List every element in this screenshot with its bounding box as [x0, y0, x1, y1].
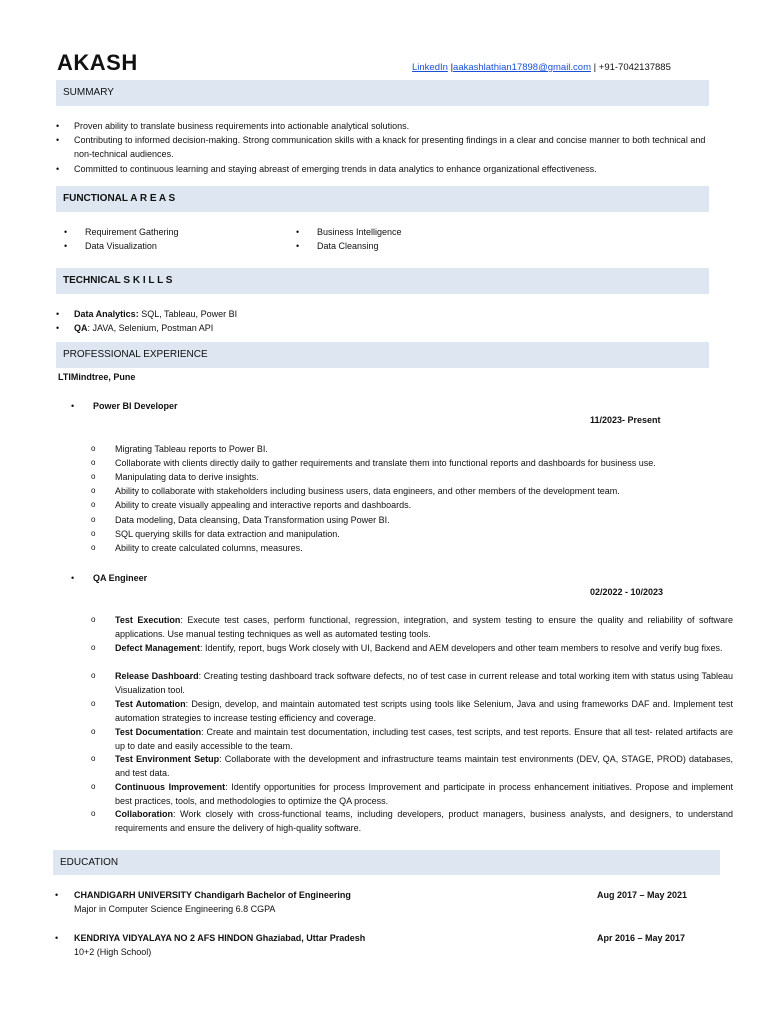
- bullet: •: [55, 933, 59, 943]
- responsibility-item: [115, 669, 733, 697]
- school-detail: Major in Computer Science Engineering 6.8 CGPA: [74, 904, 276, 914]
- role-title: Power BI Developer: [93, 401, 178, 411]
- phone-number: +91-7042137885: [598, 62, 671, 73]
- education-heading: EDUCATION: [53, 850, 720, 875]
- responsibility-item: Ability to create visually appealing and interactive reports and dashboards.: [115, 500, 412, 510]
- responsibility-label: Test Documentation: [115, 727, 202, 737]
- responsibility-text: : Work closely with cross-functional teams, including developers, product managers, business analysts, and designers, to understand requirements and ensure the delivery of high-quality software.: [115, 809, 733, 833]
- skill-label: QA: [74, 323, 88, 333]
- circle-bullet: o: [91, 529, 96, 538]
- responsibility-text: : Identify, report, bugs Work closely with UI, Backend and AEM developers and other team members to resolve and verify bug fixes.: [200, 643, 723, 653]
- bullet: •: [56, 323, 60, 333]
- functional-item: Data Visualization: [85, 241, 157, 251]
- school-detail: 10+2 (High School): [74, 947, 152, 957]
- responsibility-item: [115, 807, 733, 835]
- responsibility-item: SQL querying skills for data extraction and manipulation.: [115, 529, 340, 539]
- bullet: •: [64, 227, 68, 237]
- email-link[interactable]: aakashlathian17898@gmail.com: [453, 62, 592, 73]
- bullet: •: [296, 241, 300, 251]
- bullet: •: [56, 309, 60, 319]
- circle-bullet: o: [91, 809, 96, 818]
- bullet: •: [64, 241, 68, 251]
- company-name: LTIMindtree, Pune: [58, 372, 136, 382]
- skill-item: [74, 307, 237, 321]
- circle-bullet: o: [91, 500, 96, 509]
- circle-bullet: o: [91, 515, 96, 524]
- role-dates: 11/2023- Present: [590, 415, 661, 425]
- circle-bullet: o: [91, 543, 96, 552]
- bullet: •: [56, 164, 60, 174]
- responsibility-item: [115, 613, 733, 641]
- responsibility-label: Test Automation: [115, 699, 186, 709]
- school-name: KENDRIYA VIDYALAYA NO 2 AFS HINDON Ghaziabad, Uttar Pradesh: [74, 933, 366, 943]
- circle-bullet: o: [91, 615, 96, 624]
- responsibility-label: Release Dashboard: [115, 671, 199, 681]
- responsibility-label: Test Execution: [115, 615, 181, 625]
- responsibility-item: Collaborate with clients directly daily to gather requirements and translate them into functional reports and dashboards for business use.: [115, 458, 656, 468]
- skill-text: SQL, Tableau, Power BI: [138, 309, 238, 319]
- circle-bullet: o: [91, 444, 96, 453]
- bullet: •: [56, 135, 60, 145]
- technical-skills-heading: TECHNICAL S K I L L S: [56, 268, 709, 294]
- education-dates: Aug 2017 – May 2021: [597, 890, 688, 900]
- responsibility-text: : Collaborate with the development and infrastructure teams maintain test environments (DEV, QA, STAGE, PROD) databases, and test data.: [115, 754, 733, 778]
- responsibility-text: : Identify opportunities for process Improvement and participate in process enhancement initiatives. Propose and implement best practices, tools, and methodologies to optimize the QA process.: [115, 782, 733, 806]
- role-dates: 02/2022 - 10/2023: [590, 587, 664, 597]
- circle-bullet: o: [91, 699, 96, 708]
- circle-bullet: o: [91, 643, 96, 652]
- responsibility-item: Ability to collaborate with stakeholders including business users, data engineers, and other members of the development team.: [115, 486, 620, 496]
- responsibility-label: Defect Management: [115, 643, 201, 653]
- bullet: •: [71, 573, 75, 583]
- responsibility-item: [115, 752, 733, 780]
- bullet: •: [56, 121, 60, 131]
- responsibility-item: Ability to create calculated columns, measures.: [115, 543, 303, 553]
- responsibility-text: : Create and maintain test documentation, including test cases, test scripts, and test reports. Ensure that all test- related artifacts are up to date and easily accessible to the team.: [115, 727, 734, 751]
- experience-heading: PROFESSIONAL EXPERIENCE: [56, 342, 709, 368]
- education-dates: Apr 2016 – May 2017: [597, 933, 686, 943]
- functional-areas-heading: FUNCTIONAL A R E A S: [56, 186, 709, 212]
- role-title: QA Engineer: [93, 573, 148, 583]
- functional-item: Data Cleansing: [317, 241, 379, 251]
- circle-bullet: o: [91, 782, 96, 791]
- responsibility-item: [115, 725, 733, 753]
- bullet: •: [71, 401, 75, 411]
- responsibility-text: : Creating testing dashboard track software defects, no of test case in current release and total working item with status using Tableau Visualization tool.: [115, 671, 733, 695]
- responsibility-label: Collaboration: [115, 809, 173, 819]
- summary-item: Contributing to informed decision-making. Strong communication skills with a knack for presenting findings in a clear and concise manner to both technical and non-technical audiences.: [74, 135, 706, 159]
- responsibility-text: : Execute test cases, perform functional, regression, integration, and system testing to ensure the quality and reliability of software applications. Use manual testing techniques as well as automated testing tools.: [115, 615, 733, 639]
- responsibility-item: Migrating Tableau reports to Power BI.: [115, 444, 268, 454]
- circle-bullet: o: [91, 486, 96, 495]
- functional-item: Requirement Gathering: [85, 227, 179, 237]
- functional-item: Business Intelligence: [317, 227, 402, 237]
- bullet: •: [55, 890, 59, 900]
- responsibility-item: [115, 641, 733, 655]
- circle-bullet: o: [91, 727, 96, 736]
- responsibility-text: : Design, develop, and maintain automated test scripts using tools like Selenium, Java and using frameworks DAF and. Implement test automation strategies to increase testing efficiency and coverage.: [115, 699, 733, 723]
- skill-text: : JAVA, Selenium, Postman API: [87, 323, 214, 333]
- contact-separator: |: [450, 62, 454, 73]
- skill-item: [74, 321, 213, 335]
- responsibility-label: Test Environment Setup: [115, 754, 220, 764]
- circle-bullet: o: [91, 671, 96, 680]
- responsibility-label: Continuous Improvement: [115, 782, 226, 792]
- circle-bullet: o: [91, 754, 96, 763]
- contact-separator: |: [593, 62, 597, 73]
- circle-bullet: o: [91, 458, 96, 467]
- linkedin-link[interactable]: LinkedIn: [412, 62, 448, 73]
- contact-line: [412, 62, 671, 73]
- school-name: CHANDIGARH UNIVERSITY Chandigarh Bachelor of Engineering: [74, 890, 351, 900]
- summary-heading: SUMMARY: [56, 80, 709, 106]
- circle-bullet: o: [91, 472, 96, 481]
- candidate-name: AKASH: [57, 50, 138, 75]
- responsibility-item: [115, 780, 733, 808]
- responsibility-item: Manipulating data to derive insights.: [115, 472, 259, 482]
- summary-item: Committed to continuous learning and staying abreast of emerging trends in data analytics to enhance organizational effectiveness.: [74, 164, 597, 174]
- skill-label: Data Analytics:: [74, 309, 139, 319]
- summary-item: Proven ability to translate business requirements into actionable analytical solutions.: [74, 121, 410, 131]
- responsibility-item: Data modeling, Data cleansing, Data Transformation using Power BI.: [115, 515, 390, 525]
- bullet: •: [296, 227, 300, 237]
- responsibility-item: [115, 697, 733, 725]
